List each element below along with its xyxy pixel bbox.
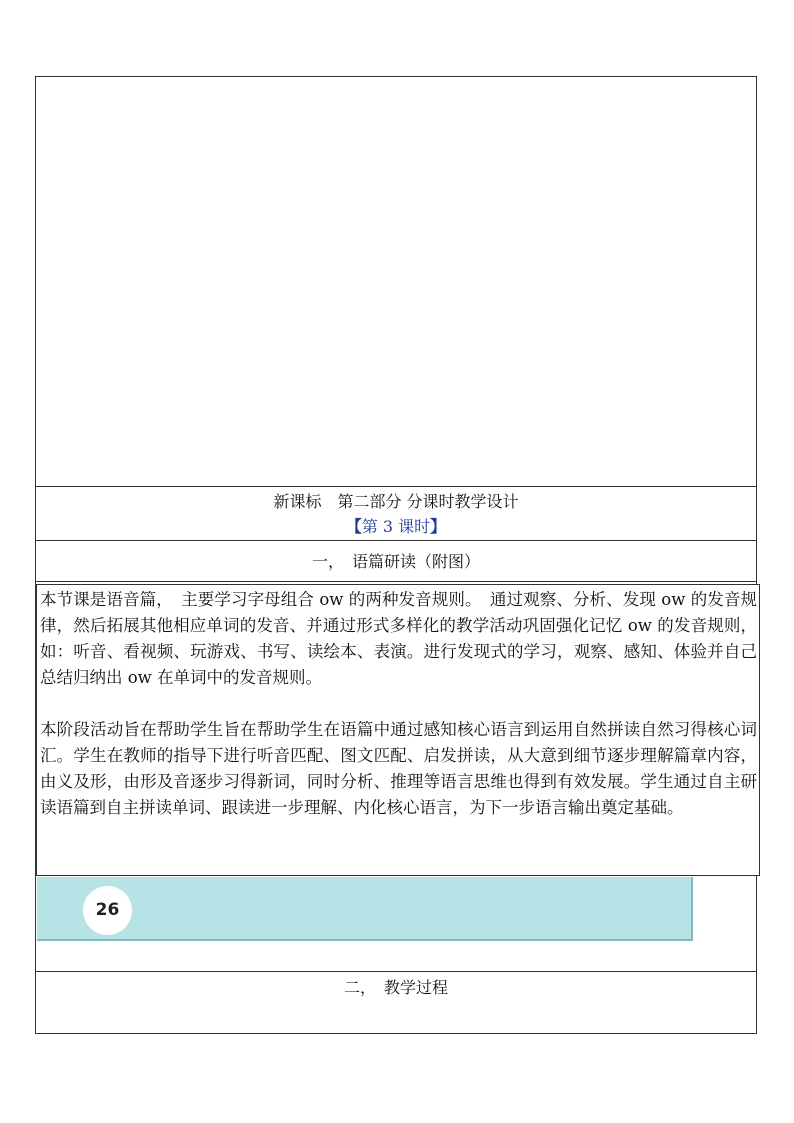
paragraph-2: 本阶段活动旨在帮助学生旨在帮助学生在语篇中通过感知核心语言到运用自然拼读自然习得核心词汇。学生在教师的指导下进行听音匹配、图文匹配、启发拼读，从大意到细节逐步理解篇章内容，由义及形，由形及音逐步习得新词，同时分析、推理等语言思维也得到有效发展。学生通过自主研读语篇到自主拼读单词、跟读进一步理解、内化核心语言，为下一步语言输出奠定基础。 — [40, 720, 757, 817]
divider-section1 — [35, 581, 757, 582]
page-banner — [37, 877, 693, 941]
paragraph-1: 本节课是语音篇， 主要学习字母组合 ow 的两种发音规则。 通过观察、分析、发现 ow 的发音规律，然后拓展其他相应单词的发音、并通过形式多样化的教学活动巩固强化记忆 ow 的发音规则，如：听音、看视频、玩游戏、书写、读绘本、表演。进行发现式的学习，观察、感知、体验并自己总结归纳出 ow 在单词中的发音规则。 — [40, 590, 758, 687]
divider-section2 — [35, 971, 757, 972]
page-number-badge: 26 — [83, 886, 132, 935]
text-analysis-box — [36, 584, 760, 876]
lesson-number — [35, 517, 757, 537]
section2-heading: 二， 教学过程 — [343, 978, 448, 997]
divider-header-top — [35, 486, 757, 487]
document-title: 新课标 第二部分 分课时教学设计 — [273, 492, 519, 511]
divider-header-bottom — [35, 540, 757, 541]
lesson-bracket-open: 【 — [345, 517, 362, 536]
lesson-label: 第 3 课时 — [361, 517, 431, 536]
section1-heading: 一， 语篇研读（附图） — [311, 552, 480, 571]
lesson-bracket-close: 】 — [430, 517, 447, 536]
